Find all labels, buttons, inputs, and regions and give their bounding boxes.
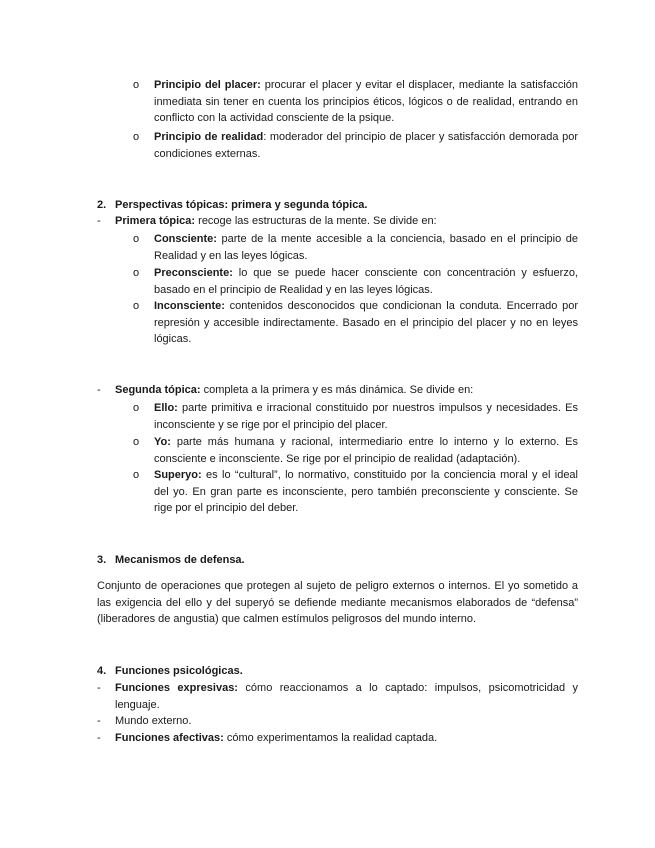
defense-paragraph: Conjunto de operaciones que protegen al sujeto de peligro externos o internos. El yo sometido a las exigencia del ello y del superyó se defiende mediante mecanismos elaborados de “defensa” (liberadores de angustia) que calmen estímulos peligrosos del mundo interno. xyxy=(97,580,578,625)
list-item-primera-topica xyxy=(115,213,578,230)
list-item-preconsciente xyxy=(154,265,578,298)
item-text: : moderador del principio de placer y satisfacción demorada por condiciones externas. xyxy=(154,131,578,160)
term-label: Principio de realidad xyxy=(154,131,264,143)
item-text: recoge las estructuras de la mente. Se divide en: xyxy=(195,215,437,227)
list-item-funciones-afectivas xyxy=(115,730,578,747)
term-label: Primera tópica: xyxy=(115,215,196,227)
circle-bullet-icon: o xyxy=(133,436,140,448)
section-number: 3. xyxy=(97,554,107,566)
term-label: Funciones afectivas: xyxy=(115,732,224,744)
term-label: Inconsciente: xyxy=(154,300,225,312)
section-number: 4. xyxy=(97,665,107,677)
list-item-principio-realidad xyxy=(154,129,578,162)
circle-bullet-icon: o xyxy=(133,131,140,143)
section-heading: Mecanismos de defensa. xyxy=(115,554,245,566)
dash-bullet-icon: - xyxy=(97,715,101,727)
term-label: Principio del placer: xyxy=(154,79,261,91)
dash-bullet-icon: - xyxy=(97,732,101,744)
dash-bullet-icon: - xyxy=(97,215,101,227)
term-label: Preconsciente: xyxy=(154,267,233,279)
circle-bullet-icon: o xyxy=(133,469,140,481)
dash-bullet-icon: - xyxy=(97,682,101,694)
term-label: Ello: xyxy=(154,402,178,414)
item-text: lo que se puede hacer consciente con concentración y esfuerzo, basado en el principio de Realidad y en las leyes lógicas. xyxy=(154,267,578,296)
item-text: procurar el placer y evitar el displacer, mediante la satisfacción inmediata sin tener en cuenta los principios éticos, lógicos o de realidad, entrando en conflicto con la actividad consciente de la psique. xyxy=(154,79,578,124)
circle-bullet-icon: o xyxy=(133,402,140,414)
circle-bullet-icon: o xyxy=(133,233,140,245)
list-item-inconsciente xyxy=(154,298,578,348)
dash-bullet-icon: - xyxy=(97,384,101,396)
section-heading: Funciones psicológicas. xyxy=(115,665,243,677)
list-item-consciente xyxy=(154,231,578,264)
item-text: contenidos desconocidos que condicionan la conduta. Encerrado por represión y accesible indirectamente. Basado en el principio del placer y no en leyes lógicas. xyxy=(154,300,578,345)
item-text: parte más humana y racional, intermediario entre lo interno y lo externo. Es consciente e inconsciente. Se rige por el principio de realidad (adaptación). xyxy=(154,436,578,465)
list-item-yo xyxy=(154,434,578,467)
list-item-mundo-externo xyxy=(115,713,578,730)
item-text: Mundo externo. xyxy=(115,715,192,727)
item-text: cómo reaccionamos a lo captado: impulsos, psicomotricidad y lenguaje. xyxy=(115,682,578,711)
term-label: Segunda tópica: xyxy=(115,384,201,396)
list-item-ello xyxy=(154,400,578,433)
section-heading: Perspectivas tópicas: primera y segunda tópica. xyxy=(115,199,368,211)
term-label: Funciones expresivas: xyxy=(115,682,238,694)
item-text: completa a la primera y es más dinámica. Se divide en: xyxy=(200,384,474,396)
item-text: parte primitiva e irracional constituido por nuestros impulsos y necesidades. Es inconsciente y se rige por el principio del placer. xyxy=(154,402,578,431)
item-text: es lo “cultural”, lo normativo, constituido por la conciencia moral y el ideal del yo. En gran parte es inconsciente, pero también preconsciente y consciente. Se rige por el principio del deber. xyxy=(154,469,578,514)
list-item-principio-placer xyxy=(154,77,578,127)
item-text: parte de la mente accesible a la conciencia, basado en el principio de Realidad y en las leyes lógicas. xyxy=(154,233,578,262)
circle-bullet-icon: o xyxy=(133,267,140,279)
list-item-funciones-expresivas xyxy=(115,680,578,713)
circle-bullet-icon: o xyxy=(133,300,140,312)
section-number: 2. xyxy=(97,199,107,211)
circle-bullet-icon: o xyxy=(133,79,140,91)
item-text: cómo experimentamos la realidad captada. xyxy=(223,732,438,744)
term-label: Consciente: xyxy=(154,233,217,245)
list-item-segunda-topica xyxy=(115,382,578,399)
term-label: Yo: xyxy=(154,436,171,448)
term-label: Superyo: xyxy=(154,469,202,481)
list-item-superyo xyxy=(154,467,578,517)
